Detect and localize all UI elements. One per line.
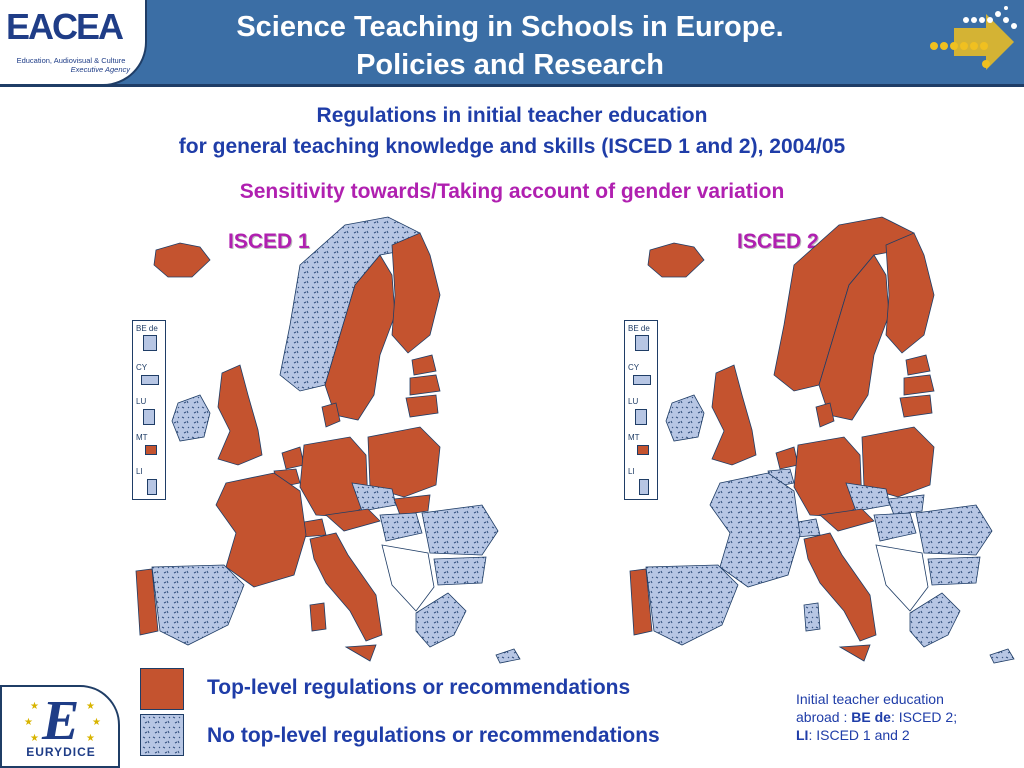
footnote-be-de: BE de [851,709,891,725]
eacea-logo-sub-line1: Education, Audiovisual & Culture [16,56,126,65]
eurydice-logo-word: EURYDICE [26,745,96,759]
footnote-be-de-value: : ISCED 2; [890,709,958,725]
country-ireland [666,395,704,441]
country-estonia [412,355,436,375]
country-france [216,473,306,587]
island-cyprus [990,649,1014,663]
country-germany [794,437,862,517]
eacea-logo-sub-line2: Executive Agency [70,65,130,74]
page-title [160,8,860,84]
country-latvia [904,375,934,395]
country-netherlands [282,447,304,469]
country-estonia [906,355,930,375]
country-spain [646,565,738,645]
country-latvia [410,375,440,395]
europe-map-isced1 [130,215,530,675]
eacea-logo [0,0,147,86]
footnote-li: LI [796,727,809,743]
star-icon: ★ [30,701,39,712]
country-germany [300,437,368,517]
country-ireland [172,395,210,441]
star-icon: ★ [86,733,95,744]
footnote-line3 [796,726,1016,744]
isced2-label: ISCED 2 [737,230,819,253]
subtitle-line1: Regulations in initial teacher education [316,104,708,127]
country-finland [886,233,934,353]
legend-label-regulated: Top-level regulations or recommendations [207,676,631,699]
country-slovakia [394,495,430,515]
inset-shape-mt [637,445,649,455]
inset-label-mt: MT [136,433,148,442]
dotted-arrow-icon [874,0,1024,84]
star-icon: ★ [92,717,101,728]
eacea-logo-text: EACEA [6,6,123,47]
country-hungary [874,513,916,541]
country-united-kingdom [218,365,262,465]
footnote-line2 [796,708,1016,726]
country-netherlands [776,447,798,469]
country-iceland [154,243,210,277]
map-subtitle [60,100,964,162]
inset-label-lu: LU [136,397,147,406]
country-slovakia [888,495,924,515]
inset-label-cy: CY [136,363,148,372]
small-countries-inset-isced2 [624,320,658,500]
inset-label-cy: CY [628,363,640,372]
inset-shape-be-de [635,335,649,351]
country-lithuania [900,395,932,417]
title-line1: Science Teaching in Schools in Europe. [236,11,784,43]
header-band [0,0,1024,87]
star-icon: ★ [30,733,39,744]
island-sardinia [804,603,820,631]
subtitle-line2: for general teaching knowledge and skills (ISCED 1 and 2), 2004/05 [178,135,846,158]
legend-swatch-not-regulated [140,714,184,756]
country-france [710,473,800,587]
inset-shape-lu [635,409,647,425]
country-united-kingdom [712,365,756,465]
small-countries-inset-isced1 [132,320,166,500]
legend-swatch-regulated [140,668,184,710]
inset-label-be-de: BE de [136,324,158,333]
island-cyprus [496,649,520,663]
country-poland [368,427,440,497]
eacea-logo-subtitle [6,56,136,74]
topic-heading: Sensitivity towards/Taking account of gender variation [239,180,785,203]
footnote-line1: Initial teacher education [796,691,944,707]
inset-label-li: LI [136,467,143,476]
inset-label-mt: MT [628,433,640,442]
country-spain [152,565,244,645]
country-romania [916,505,992,555]
eurydice-logo [0,685,120,768]
isced1-label: ISCED 1 [228,230,310,253]
title-line2: Policies and Research [356,49,664,81]
country-poland [862,427,934,497]
footnote-li-value: : ISCED 1 and 2 [808,727,910,743]
legend-label-not-regulated: No top-level regulations or recommendations [207,724,660,747]
island-sardinia [310,603,326,631]
inset-label-lu: LU [628,397,639,406]
country-iceland [648,243,704,277]
country-bulgaria [928,557,980,585]
country-finland [392,233,440,353]
inset-label-be-de: BE de [628,324,650,333]
country-romania [422,505,498,555]
country-hungary [380,513,422,541]
star-icon: ★ [86,701,95,712]
europe-map-isced2 [624,215,1024,675]
inset-shape-cy [141,375,159,385]
star-icon: ★ [24,717,33,728]
inset-shape-li [147,479,157,495]
region-balkans [876,545,928,611]
island-sicily [346,645,376,661]
inset-shape-be-de [143,335,157,351]
inset-shape-lu [143,409,155,425]
island-sicily [840,645,870,661]
region-balkans [382,545,434,611]
country-bulgaria [434,557,486,585]
inset-shape-li [639,479,649,495]
eurydice-logo-letter: E [42,690,80,752]
inset-shape-mt [145,445,157,455]
footnote [796,690,1016,744]
footnote-prefix: abroad : [796,709,852,725]
inset-shape-cy [633,375,651,385]
inset-label-li: LI [628,467,635,476]
country-lithuania [406,395,438,417]
